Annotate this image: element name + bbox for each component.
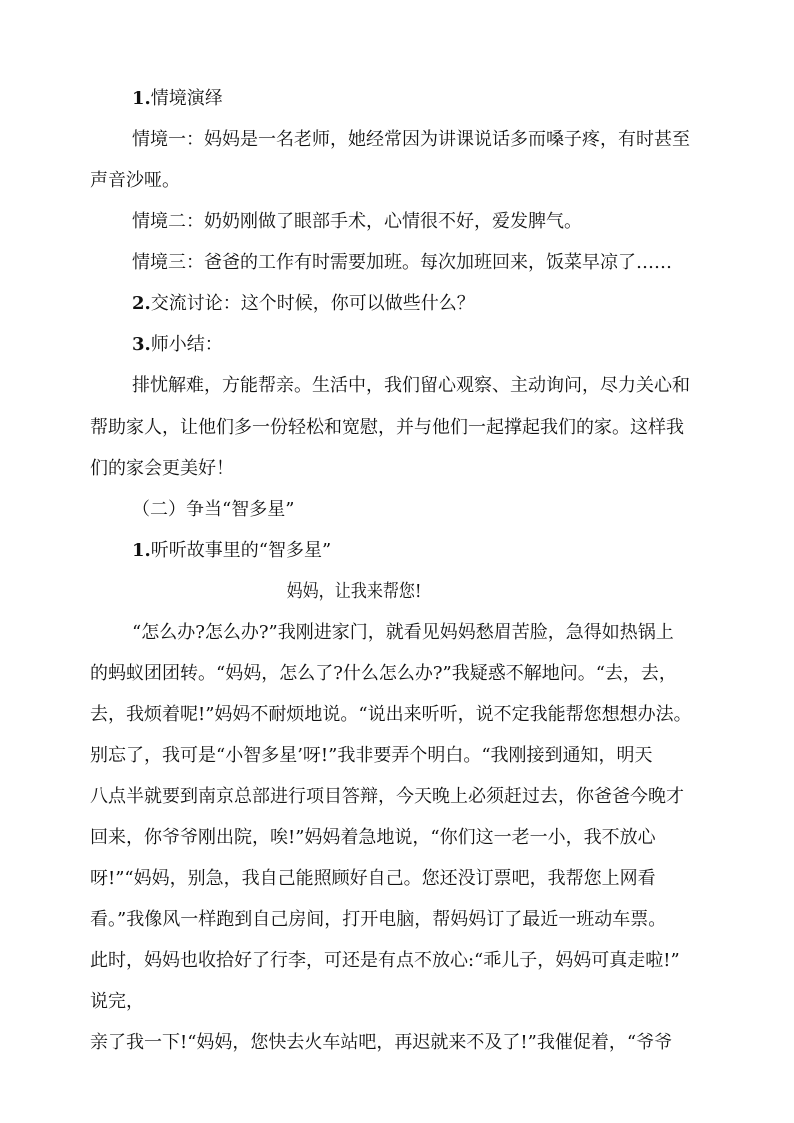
section-title: 情境演绎 bbox=[150, 88, 223, 109]
paragraph-text: 看。”我像风一样跑到自己房间，打开电脑，帮妈妈订了最近一班动车票。 bbox=[90, 909, 667, 930]
paragraph-text: 帮助家人，让他们多一份轻松和宽慰，并与他们一起撑起我们的家。这样我 bbox=[90, 417, 684, 438]
summary-line-2 bbox=[90, 416, 684, 440]
section-title: 师小结： bbox=[150, 334, 223, 355]
section-heading-1 bbox=[132, 87, 223, 111]
part-2-item-1 bbox=[132, 539, 331, 563]
paragraph-text: 声音沙哑。 bbox=[90, 170, 180, 191]
section-heading-3 bbox=[132, 333, 223, 357]
paragraph-text: 情境二：奶奶刚做了眼部手术，心情很不好，爱发脾气。 bbox=[132, 211, 582, 232]
scene-1-line-2 bbox=[90, 169, 180, 193]
paragraph-text: 别忘了，我可是“小智多星’呀!”我非要弄个明白。“我刚接到通知，明天 bbox=[90, 745, 653, 766]
paragraph-text: “怎么办?怎么办?”我刚进家门，就看见妈妈愁眉苦脸，急得如热锅上 bbox=[132, 622, 674, 643]
story-line bbox=[90, 949, 680, 973]
section-number: 1. bbox=[132, 88, 151, 109]
scene-1-line-1 bbox=[132, 128, 704, 152]
scene-3 bbox=[132, 251, 672, 275]
paragraph-text: 呀!”“妈妈，别急，我自己能照顾好自己。您还没订票吧，我帮您上网看 bbox=[90, 868, 656, 889]
paragraph-text: 情境三：爸爸的工作有时需要加班。每次加班回来，饭菜早凉了…… bbox=[132, 252, 672, 273]
paragraph-text: 情境一：妈妈是一名老师，她经常因为讲课说话多而嗓子疼，有时甚至 bbox=[132, 129, 690, 150]
part-title: （二）争当“智多星” bbox=[132, 499, 295, 520]
paragraph-text: 们的家会更美好！ bbox=[90, 458, 234, 479]
story-line bbox=[90, 990, 144, 1014]
story-line bbox=[90, 785, 684, 809]
paragraph-text: 去，我烦着呢!”妈妈不耐烦地说。“说出来听听，说不定我能帮您想想办法。 bbox=[90, 704, 692, 725]
section-number: 2. bbox=[132, 293, 151, 314]
paragraph-text: 的蚂蚁团团转。“妈妈，怎么了?什么怎么办?”我疑惑不解地问。“去，去， bbox=[90, 663, 677, 684]
section-title: 交流讨论：这个时候，你可以做些什么？ bbox=[150, 293, 475, 314]
paragraph-text: 亲了我一下!“妈妈，您快去火车站吧，再迟就来不及了!”我催促着，“爷爷 bbox=[90, 1032, 673, 1053]
section-number: 3. bbox=[132, 334, 151, 355]
item-number: 1. bbox=[132, 540, 151, 561]
story-title-text: 妈妈，让我来帮您! bbox=[286, 581, 422, 602]
part-heading-2 bbox=[132, 498, 294, 522]
item-title: 听听故事里的“智多星” bbox=[150, 540, 332, 561]
summary-line-1 bbox=[132, 374, 690, 398]
story-title bbox=[0, 580, 708, 604]
paragraph-text: 回来，你爷爷刚出院，唉!”妈妈着急地说，“你们这一老一小，我不放心 bbox=[90, 827, 656, 848]
paragraph-text: 排忧解难，方能帮亲。生活中，我们留心观察、主动询问，尽力关心和 bbox=[132, 375, 690, 396]
summary-line-3 bbox=[90, 457, 234, 481]
story-line bbox=[90, 1031, 672, 1055]
paragraph-text: 此时，妈妈也收拾好了行李，可还是有点不放心:“乖儿子，妈妈可真走啦!” bbox=[90, 950, 680, 971]
story-line bbox=[90, 826, 656, 850]
story-line bbox=[90, 908, 666, 932]
story-line bbox=[90, 744, 653, 768]
story-line bbox=[90, 703, 692, 727]
story-line bbox=[132, 621, 674, 645]
paragraph-text: 说完， bbox=[90, 991, 144, 1012]
story-line bbox=[90, 662, 677, 686]
section-heading-2 bbox=[132, 292, 475, 316]
paragraph-text: 八点半就要到南京总部进行项目答辩，今天晚上必须赶过去，你爸爸今晚才 bbox=[90, 786, 684, 807]
story-line bbox=[90, 867, 656, 891]
scene-2 bbox=[132, 210, 582, 234]
